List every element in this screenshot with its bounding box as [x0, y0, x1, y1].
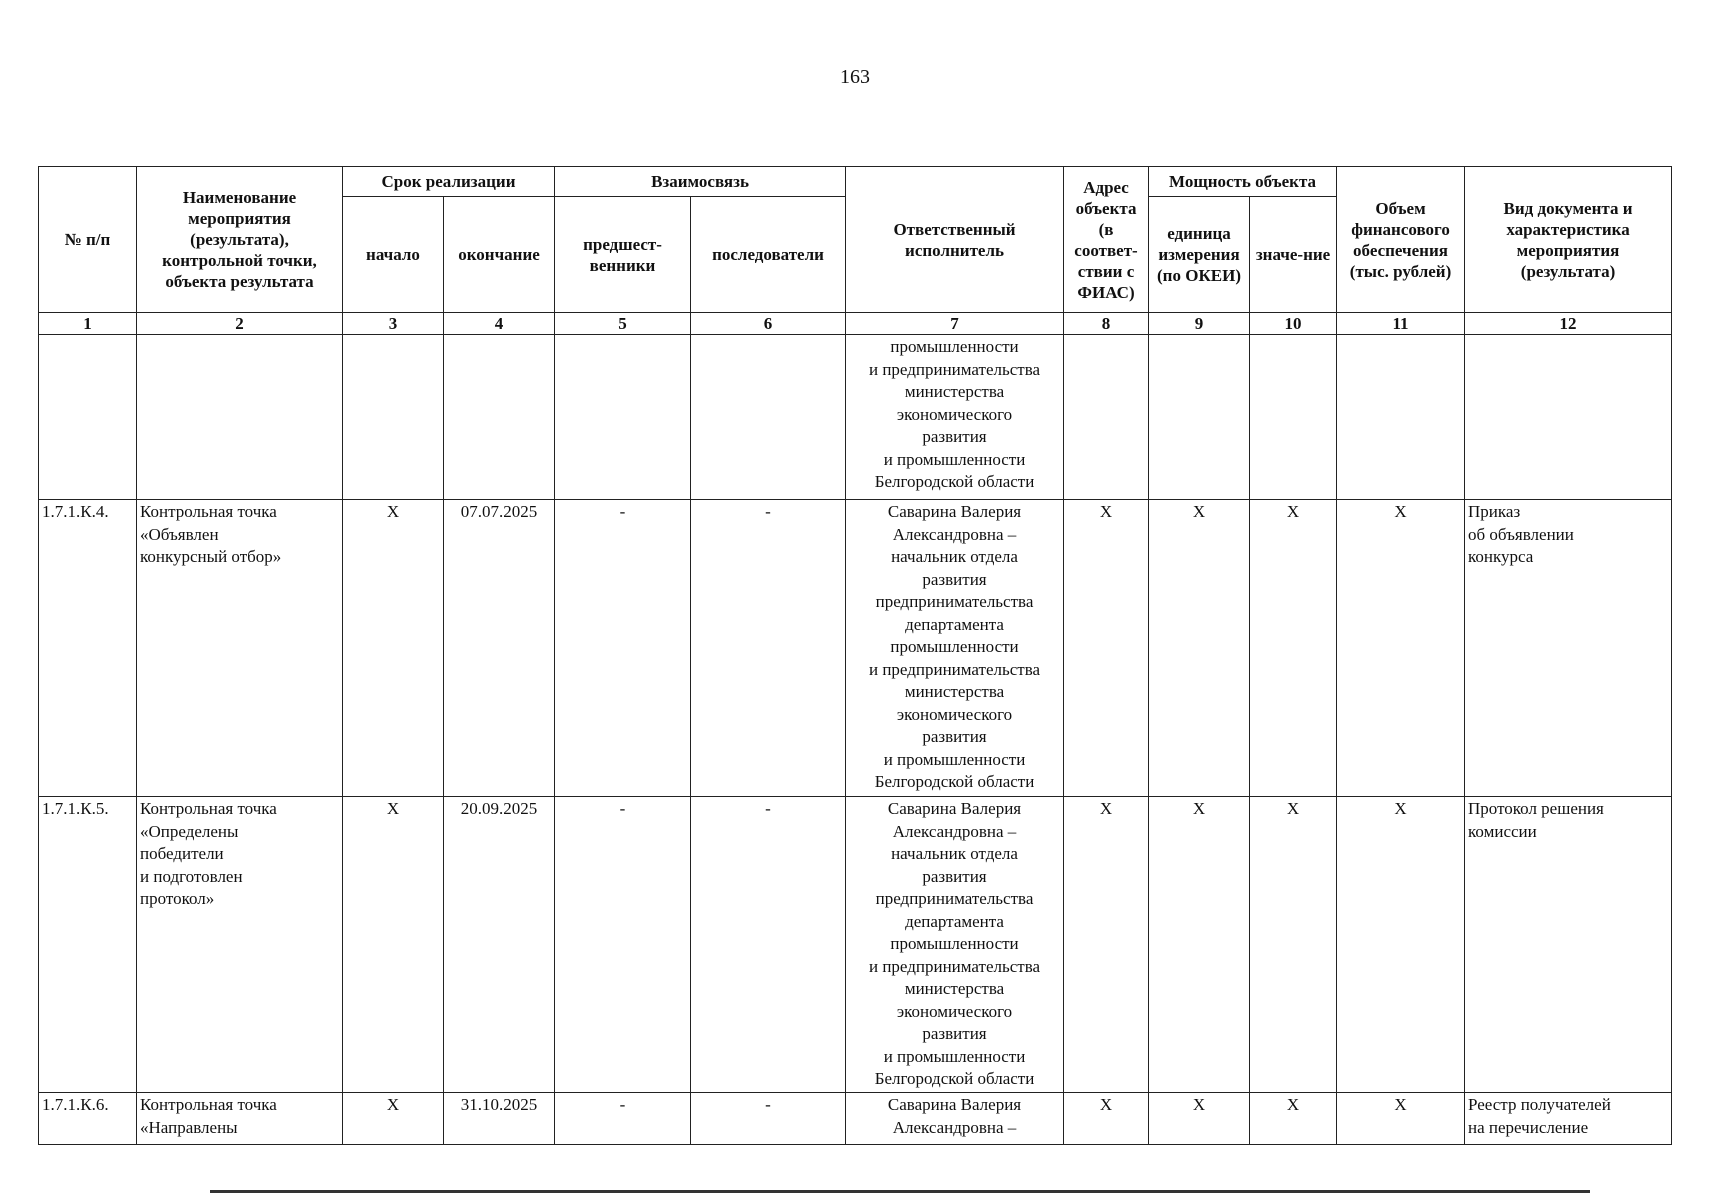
empty-cell [1337, 335, 1465, 500]
table-row [39, 797, 1672, 1093]
row-finance: Х [1337, 500, 1465, 797]
row-address: Х [1064, 1093, 1149, 1145]
row-successors: - [691, 500, 846, 797]
header-number: № п/п [39, 167, 137, 313]
header-term-group: Срок реализации [343, 167, 555, 197]
scan-edge-line [210, 1190, 1590, 1193]
table-row-continuation [39, 335, 1672, 500]
row-number: 1.7.1.К.4. [39, 500, 137, 797]
responsible-cell: промышленности и предпринимательства министерства экономического развития и промышленности Белгородской области [846, 335, 1064, 500]
row-document: Протокол решения комиссии [1465, 797, 1672, 1093]
row-predecessors: - [555, 1093, 691, 1145]
empty-cell [1250, 335, 1337, 500]
empty-cell [691, 335, 846, 500]
header-address: Адрес объекта (в соответ-ствии с ФИАС) [1064, 167, 1149, 313]
header-successors: последователи [691, 197, 846, 313]
row-finance: Х [1337, 797, 1465, 1093]
row-start: Х [343, 500, 444, 797]
header-responsible: Ответственный исполнитель [846, 167, 1064, 313]
row-value: Х [1250, 500, 1337, 797]
column-number: 8 [1064, 313, 1149, 335]
row-number: 1.7.1.К.5. [39, 797, 137, 1093]
row-unit: Х [1149, 1093, 1250, 1145]
row-address: Х [1064, 500, 1149, 797]
column-number: 3 [343, 313, 444, 335]
header-unit: единица измерения (по ОКЕИ) [1149, 197, 1250, 313]
row-responsible: Саварина Валерия Александровна – начальник отдела развития предпринимательства департамента промышленности и предпринимательства министерства экономического развития и промышленности Белгородской области [846, 500, 1064, 797]
column-number: 11 [1337, 313, 1465, 335]
header-document: Вид документа и характеристика мероприятия (результата) [1465, 167, 1672, 313]
row-successors: - [691, 797, 846, 1093]
row-document: Реестр получателей на перечисление [1465, 1093, 1672, 1145]
column-number: 4 [444, 313, 555, 335]
row-finance: Х [1337, 1093, 1465, 1145]
row-end: 31.10.2025 [444, 1093, 555, 1145]
row-name: Контрольная точка «Объявлен конкурсный отбор» [137, 500, 343, 797]
table-row [39, 500, 1672, 797]
column-number: 5 [555, 313, 691, 335]
row-number: 1.7.1.К.6. [39, 1093, 137, 1145]
row-value: Х [1250, 1093, 1337, 1145]
row-predecessors: - [555, 797, 691, 1093]
page-number: 163 [840, 66, 870, 88]
empty-cell [1064, 335, 1149, 500]
header-link-group: Взаимосвязь [555, 167, 846, 197]
empty-cell [343, 335, 444, 500]
row-name: Контрольная точка «Направлены [137, 1093, 343, 1145]
row-value: Х [1250, 797, 1337, 1093]
row-responsible: Саварина Валерия Александровна – начальник отдела развития предпринимательства департамента промышленности и предпринимательства министерства экономического развития и промышленности Белгородской области [846, 797, 1064, 1093]
row-end: 07.07.2025 [444, 500, 555, 797]
empty-cell [39, 335, 137, 500]
row-unit: Х [1149, 797, 1250, 1093]
header-end: окончание [444, 197, 555, 313]
column-number: 9 [1149, 313, 1250, 335]
row-successors: - [691, 1093, 846, 1145]
column-number: 2 [137, 313, 343, 335]
column-number: 7 [846, 313, 1064, 335]
row-responsible: Саварина Валерия Александровна – [846, 1093, 1064, 1145]
row-predecessors: - [555, 500, 691, 797]
row-name: Контрольная точка «Определены победители и подготовлен протокол» [137, 797, 343, 1093]
header-name: Наименование мероприятия (результата), контрольной точки, объекта результата [137, 167, 343, 313]
header-value: значе-ние [1250, 197, 1337, 313]
row-start: Х [343, 1093, 444, 1145]
header-start: начало [343, 197, 444, 313]
empty-cell [137, 335, 343, 500]
column-number: 12 [1465, 313, 1672, 335]
empty-cell [555, 335, 691, 500]
empty-cell [444, 335, 555, 500]
header-predecessors: предшест-венники [555, 197, 691, 313]
empty-cell [1149, 335, 1250, 500]
row-address: Х [1064, 797, 1149, 1093]
plan-table [38, 166, 1672, 1145]
header-finance: Объем финансового обеспечения (тыс. рублей) [1337, 167, 1465, 313]
column-number: 6 [691, 313, 846, 335]
column-number: 1 [39, 313, 137, 335]
header-capacity-group: Мощность объекта [1149, 167, 1337, 197]
empty-cell [1465, 335, 1672, 500]
row-unit: Х [1149, 500, 1250, 797]
row-document: Приказ об объявлении конкурса [1465, 500, 1672, 797]
row-end: 20.09.2025 [444, 797, 555, 1093]
column-number: 10 [1250, 313, 1337, 335]
table-row [39, 1093, 1672, 1145]
row-start: Х [343, 797, 444, 1093]
